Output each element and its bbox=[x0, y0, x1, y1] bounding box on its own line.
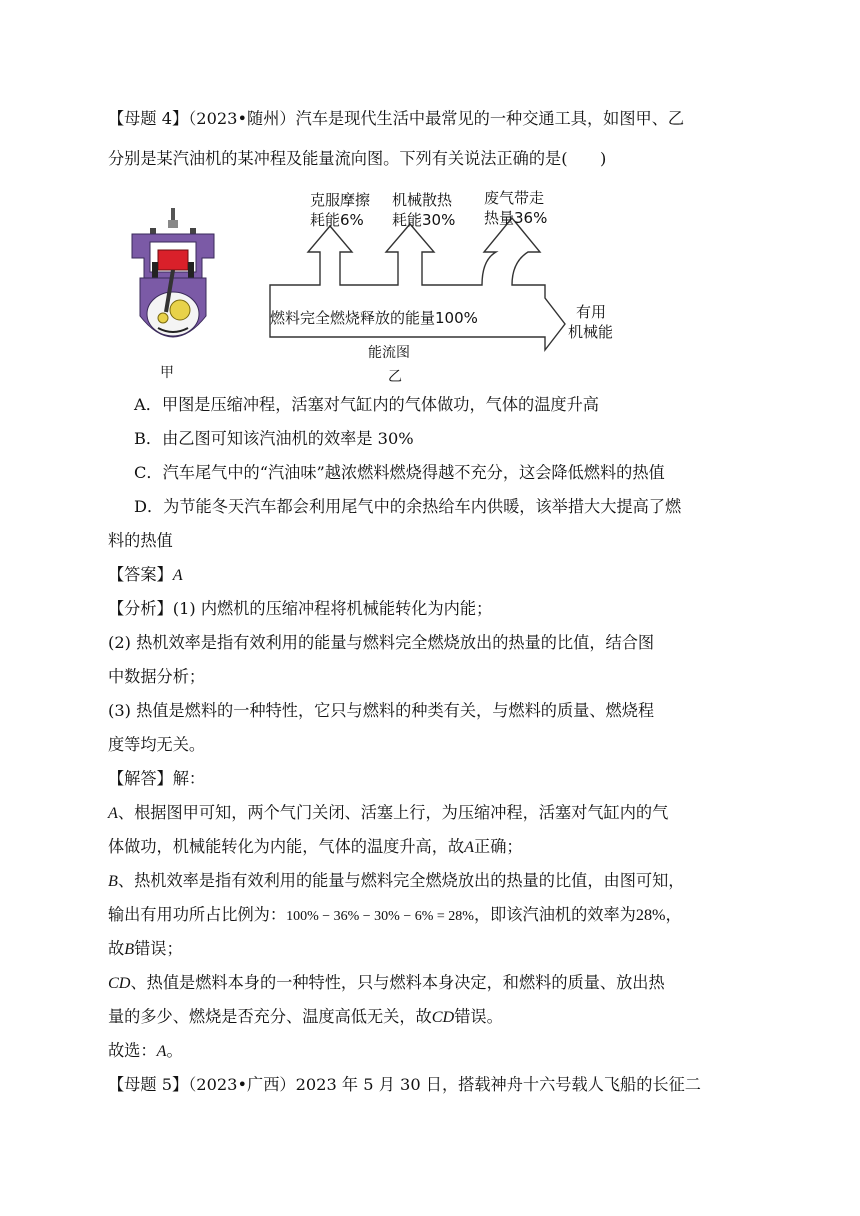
solution-b-line-1: B、热机效率是指有效利用的能量与燃料完全燃烧放出的热量的比值，由图可知， bbox=[108, 871, 685, 890]
option-d-line-2: 料的热值 bbox=[108, 531, 173, 550]
question-line-1: 【母题 4】（2023•随州）汽车是现代生活中最常见的一种交通工具，如图甲、乙 bbox=[108, 109, 685, 128]
option-d-line-1: D．为节能冬天汽车都会利用尾气中的余热给车内供暖，该举措大大提高了燃 bbox=[134, 497, 682, 516]
question-line-2: 分别是某汽油机的某冲程及能量流向图。下列有关说法正确的是( ) bbox=[108, 149, 607, 168]
engine-cylinder-diagram bbox=[128, 206, 218, 356]
loss-friction-label: 克服摩擦 耗能6% bbox=[310, 191, 371, 229]
option-b: B．由乙图可知该汽油机的效率是 30% bbox=[134, 429, 414, 448]
figure bbox=[120, 190, 640, 390]
analysis-line-5: 度等均无关。 bbox=[108, 735, 206, 754]
solution-choice: 故选：A。 bbox=[108, 1041, 183, 1060]
figure-label-yi: 乙 bbox=[388, 369, 402, 385]
answer: 【答案】A bbox=[108, 565, 183, 584]
solution-b-line-3: 故B错误； bbox=[108, 939, 183, 958]
input-energy-label: 燃料完全燃烧释放的能量100% bbox=[270, 309, 478, 327]
next-question-line: 【母题 5】（2023•广西）2023 年 5 月 30 日，搭载神舟十六号载人飞船的长征二 bbox=[108, 1075, 701, 1094]
solution-cd-line-1: CD、热值是燃料本身的一种特性，只与燃料本身决定，和燃料的质量、放出热 bbox=[108, 973, 665, 992]
analysis-line-2: (2) 热机效率是指有效利用的能量与燃料完全燃烧放出的热量的比值，结合图 bbox=[108, 633, 655, 652]
analysis-line-4: (3) 热值是燃料的一种特性，它只与燃料的种类有关，与燃料的质量、燃烧程 bbox=[108, 701, 655, 720]
solution-heading: 【解答】解： bbox=[108, 769, 206, 788]
solution-a-line-1: A、根据图甲可知，两个气门关闭、活塞上行，为压缩冲程，活塞对气缸内的气 bbox=[108, 803, 669, 822]
flow-diagram-title: 能流图 bbox=[368, 345, 410, 361]
loss-exhaust-label: 废气带走 热量36% bbox=[484, 189, 548, 227]
useful-energy-label: 有用 机械能 bbox=[568, 303, 614, 341]
solution-b-line-2: 输出有用功所占比例为：100% − 36% − 30% − 6% = 28%，即该汽油机的效率为28%， bbox=[108, 905, 682, 924]
figure-label-jia: 甲 bbox=[160, 365, 174, 381]
analysis-line-1: 【分析】(1) 内燃机的压缩冲程将机械能转化为内能； bbox=[108, 599, 493, 618]
analysis-line-3: 中数据分析； bbox=[108, 667, 206, 686]
loss-heat-label: 机械散热 耗能30% bbox=[392, 191, 456, 229]
option-a: A．甲图是压缩冲程，活塞对气缸内的气体做功，气体的温度升高 bbox=[134, 395, 599, 414]
solution-a-line-2: 体做功，机械能转化为内能，气体的温度升高，故A正确； bbox=[108, 837, 523, 856]
solution-cd-line-2: 量的多少、燃烧是否充分、温度高低无关，故CD错误。 bbox=[108, 1007, 503, 1026]
option-c: C．汽车尾气中的“汽油味”越浓燃料燃烧得越不充分，这会降低燃料的热值 bbox=[134, 463, 665, 482]
